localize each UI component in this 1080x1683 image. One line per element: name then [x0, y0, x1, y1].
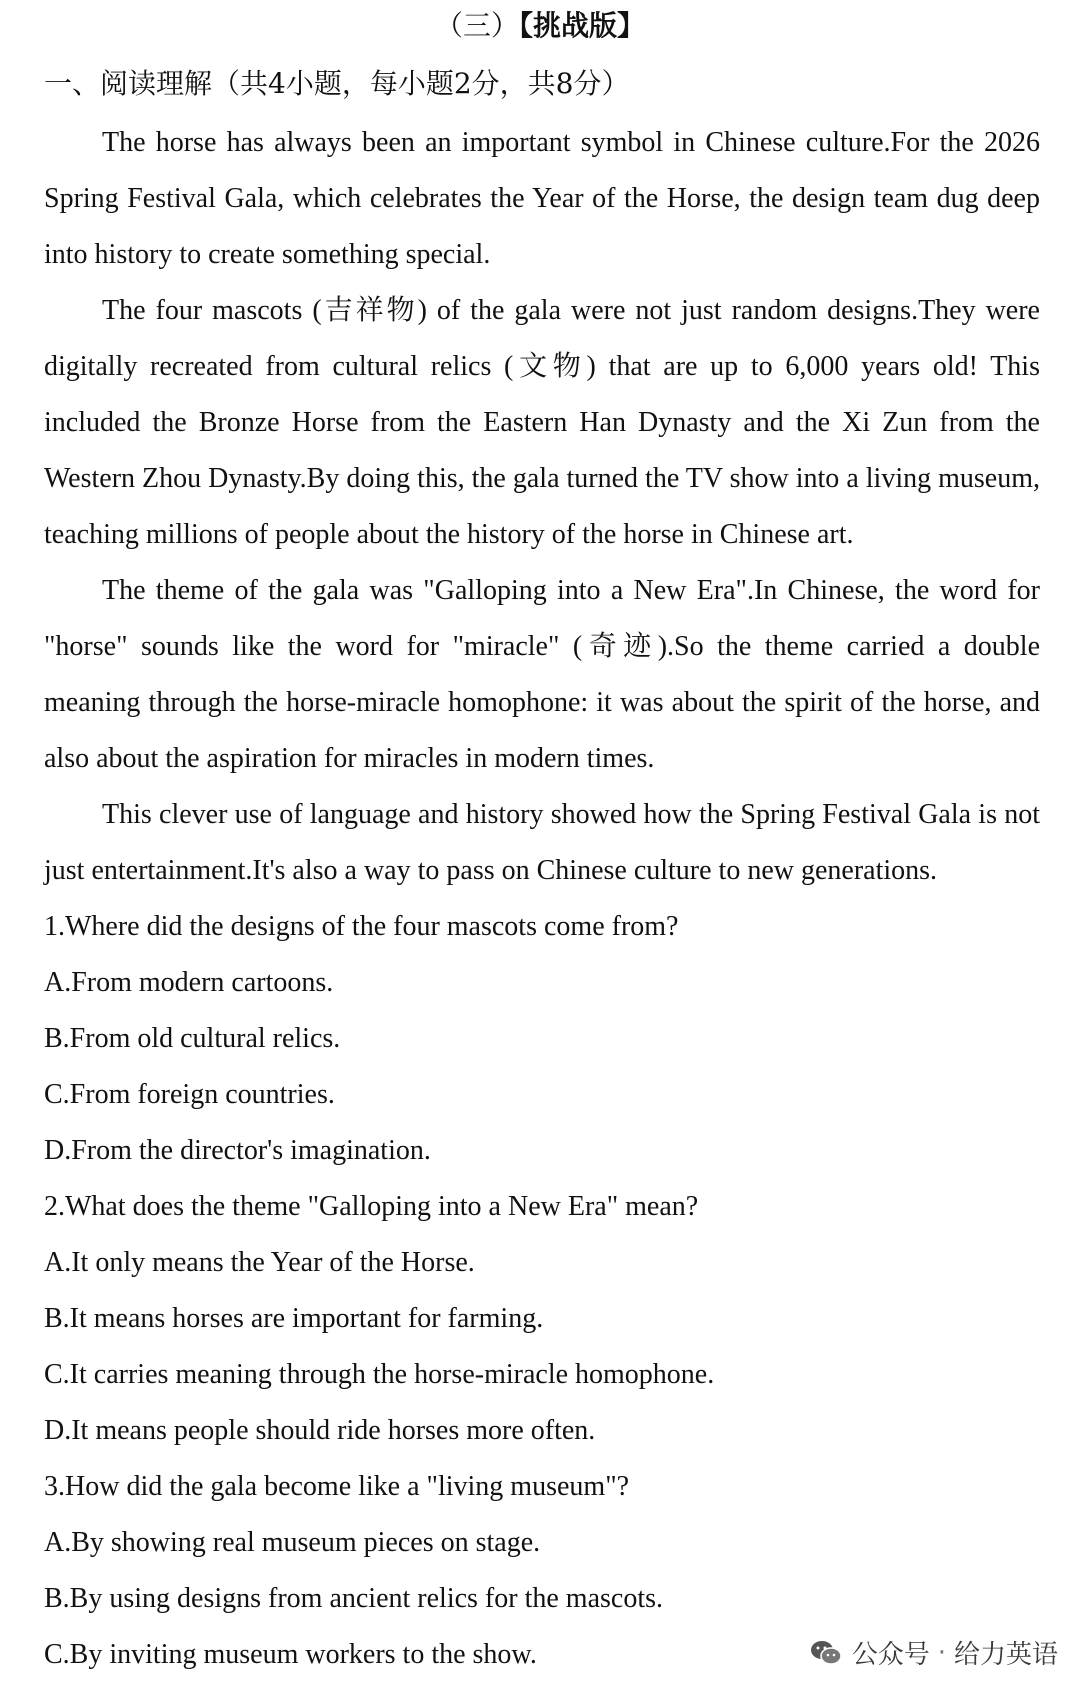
page-title — [0, 6, 1080, 46]
title-version: 【挑战版】 — [519, 9, 646, 42]
title-prefix: （三） — [434, 9, 519, 42]
question-1-option-c: C.From foreign countries. — [44, 1079, 335, 1110]
question-3-option-b: B.By using designs from ancient relics for the mascots. — [44, 1583, 663, 1614]
question-2-stem: 2.What does the theme "Galloping into a New Era" mean? — [44, 1191, 699, 1222]
question-3-stem: 3.How did the gala become like a "living museum"? — [44, 1471, 630, 1502]
section-heading: 一、阅读理解（共4小题，每小题2分，共8分） — [44, 67, 630, 100]
account-watermark — [810, 1634, 1058, 1671]
passage-paragraph-3: The theme of the gala was "Galloping into a New Era".In Chinese, the word for "horse" sounds like the word for "miracle" (奇迹).So the theme carried a double meaning through the horse-miracle homophone: it was about the spirit of the horse, and also about the aspiration for miracles in modern times. — [44, 575, 1040, 774]
passage-paragraph-1: The horse has always been an important symbol in Chinese culture.For the 2026 Spring Festival Gala, which celebrates the Year of the Horse, the design team dug deep into history to create something special. — [44, 127, 1040, 270]
passage-paragraph-4: This clever use of language and history showed how the Spring Festival Gala is not just entertainment.It's also a way to pass on Chinese culture to new generations. — [44, 799, 1040, 886]
passage-paragraph-2: The four mascots (吉祥物) of the gala were not just random designs.They were digitally recreated from cultural relics (文物) that are up to 6,000 years old! This included the Bronze Horse from the Eastern Han Dynasty and the Xi Zun from the Western Zhou Dynasty.By doing this, the gala turned the TV show into a living museum, teaching millions of people about the history of the horse in Chinese art. — [44, 295, 1040, 550]
watermark-label: 公众号 — [851, 1640, 930, 1670]
question-2-option-b: B.It means horses are important for farming. — [44, 1303, 544, 1334]
wechat-icon — [810, 1639, 842, 1667]
question-3-option-a: A.By showing real museum pieces on stage. — [44, 1527, 541, 1558]
question-1-stem: 1.Where did the designs of the four mascots come from? — [44, 911, 679, 942]
question-1-option-a: A.From modern cartoons. — [44, 967, 334, 998]
question-2-option-a: A.It only means the Year of the Horse. — [44, 1247, 475, 1278]
watermark-account-name: 给力英语 — [953, 1640, 1058, 1670]
document-body — [44, 115, 1040, 1683]
question-2-option-c: C.It carries meaning through the horse-miracle homophone. — [44, 1359, 715, 1390]
question-1-option-d: D.From the director's imagination. — [44, 1135, 431, 1166]
watermark-separator: · — [937, 1637, 946, 1668]
question-1-option-b: B.From old cultural relics. — [44, 1023, 341, 1054]
question-3-option-c: C.By inviting museum workers to the show. — [44, 1639, 537, 1670]
question-2-option-d: D.It means people should ride horses more often. — [44, 1415, 596, 1446]
